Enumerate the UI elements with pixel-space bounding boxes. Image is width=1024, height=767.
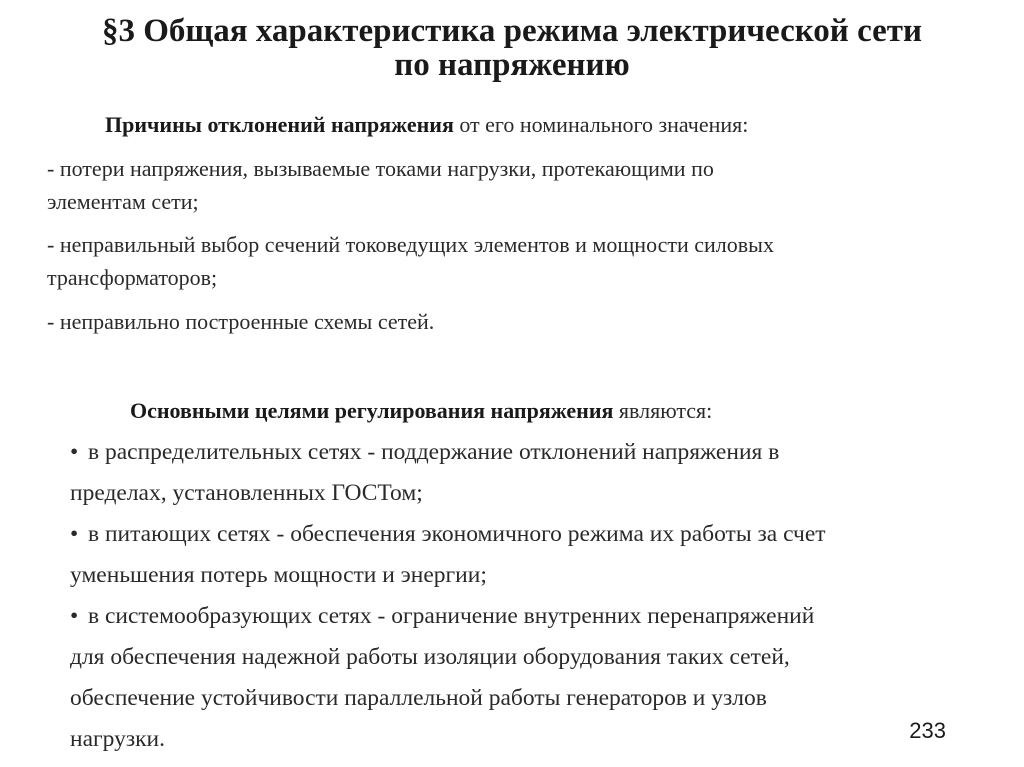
causes-heading-rest: от его номинального значения: <box>453 112 749 137</box>
cause-item <box>47 228 977 294</box>
cause-item-line: - потери напряжения, вызываемые токами нагрузки, протекающими по <box>47 156 714 181</box>
bullet: • <box>70 521 79 547</box>
goal-item <box>70 596 1005 760</box>
slide-title-line: §3 Общая характеристика режима электрической сети <box>101 13 922 49</box>
goal-item <box>70 514 1005 596</box>
goal-item-line <box>70 514 1005 555</box>
goal-item-line: для обеспечения надежной работы изоляции оборудования таких сетей, <box>70 644 790 670</box>
goal-item-text: в системообразующих сетях - ограничение внутренних перенапряжений <box>88 603 815 629</box>
bullet: • <box>70 439 79 465</box>
goal-item-line: нагрузки. <box>70 726 165 752</box>
cause-item-line: - неправильный выбор сечений токоведущих элементов и мощности силовых <box>47 232 774 257</box>
goals-heading <box>130 394 712 427</box>
goal-item-text: в распределительных сетях - поддержание отклонений напряжения в <box>88 439 780 465</box>
cause-item <box>47 305 977 338</box>
cause-item <box>47 152 977 218</box>
slide-title <box>30 14 994 82</box>
goal-item-line <box>70 596 1005 637</box>
bullet: • <box>70 603 79 629</box>
goal-item-text: в питающих сетях - обеспечения экономичного режима их работы за счет <box>88 521 826 547</box>
causes-heading <box>105 108 748 141</box>
goals-heading-bold: Основными целями регулирования напряжения <box>130 398 614 423</box>
slide-title-line: по напряжению <box>394 47 630 83</box>
cause-item-line: элементам сети; <box>47 189 199 214</box>
causes-heading-bold: Причины отклонений напряжения <box>105 112 454 137</box>
cause-item-line: - неправильно построенные схемы сетей. <box>47 309 435 334</box>
goal-item-line: обеспечение устойчивости параллельной работы генераторов и узлов <box>70 685 767 711</box>
cause-item-line: трансформаторов; <box>47 265 218 290</box>
page-number: 233 <box>909 718 946 743</box>
goal-item-line: уменьшения потерь мощности и энергии; <box>70 562 487 588</box>
goal-item-line <box>70 432 1005 473</box>
goal-item-line: пределах, установленных ГОСТом; <box>70 480 423 506</box>
goal-item <box>70 432 1005 514</box>
goals-heading-rest: являются: <box>613 398 713 423</box>
